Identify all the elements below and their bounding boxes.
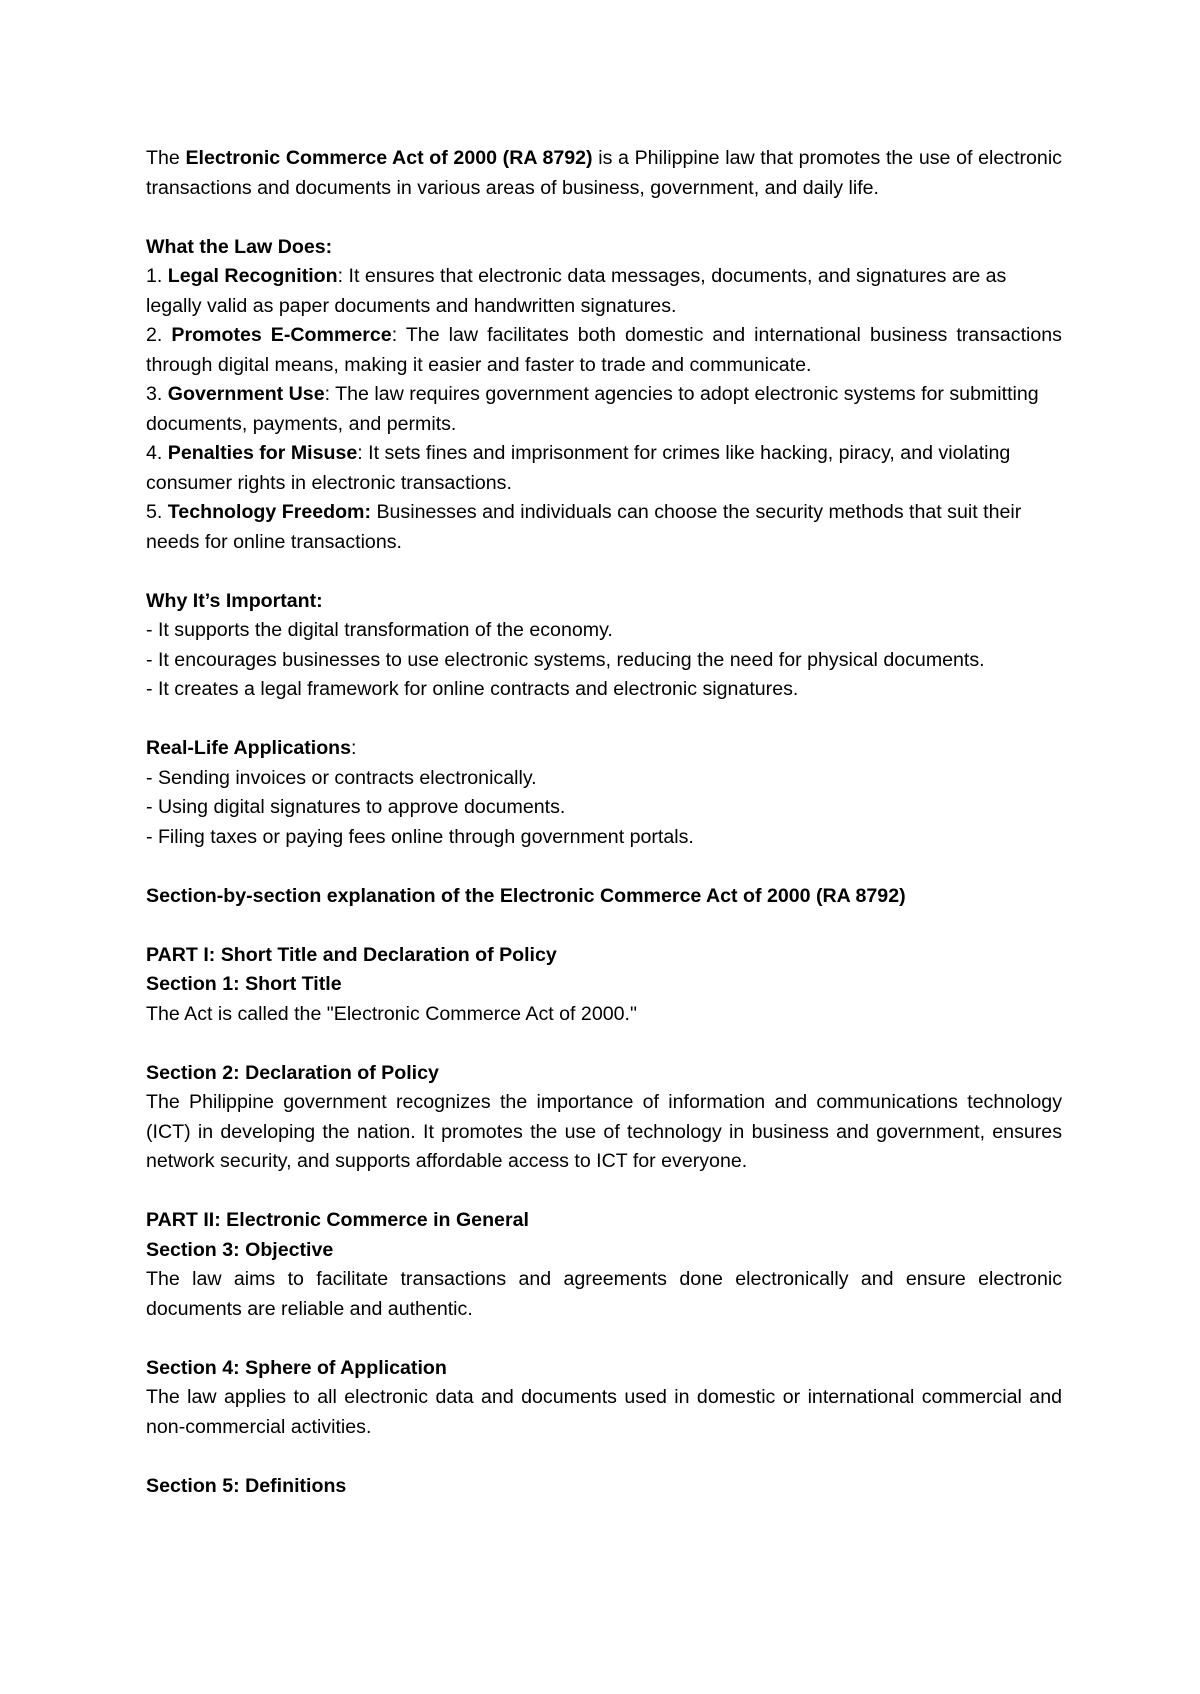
law-item: 5. Technology Freedom: Businesses and individuals can choose the security methods that suit their needs for online transactions. [146, 501, 1022, 553]
section-explanation-title: Section-by-section explanation of the Electronic Commerce Act of 2000 (RA 8792) [146, 884, 906, 907]
section-2-heading: Section 2: Declaration of Policy [146, 1061, 439, 1084]
part-1-heading: PART I: Short Title and Declaration of Policy [146, 943, 557, 966]
list-item: - Filing taxes or paying fees online through government portals. [146, 825, 694, 848]
act-name: Electronic Commerce Act of 2000 (RA 8792) [185, 147, 593, 169]
section-1-text: The Act is called the "Electronic Commerce Act of 2000." [146, 1002, 637, 1025]
section-4-heading: Section 4: Sphere of Application [146, 1356, 447, 1379]
section-2-text: The Philippine government recognizes the importance of information and communications technology (ICT) in developing the nation. It promotes the use of technology in business and government, ensures network security, and supports affordable access to ICT for everyone. [146, 1091, 1062, 1172]
intro-paragraph: The Electronic Commerce Act of 2000 (RA 8792) is a Philippine law that promotes the use of electronic transactions and documents in various areas of business, government, and daily life. [146, 147, 1062, 199]
section-5-heading: Section 5: Definitions [146, 1474, 347, 1497]
why-important-heading: Why It’s Important: [146, 589, 323, 612]
law-item: 4. Penalties for Misuse: It sets fines and imprisonment for crimes like hacking, piracy, and violating consumer rights in electronic transactions. [146, 442, 1011, 494]
list-item: - Using digital signatures to approve documents. [146, 796, 566, 818]
section-1-heading: Section 1: Short Title [146, 973, 342, 995]
section-4-text: The law applies to all electronic data and documents used in domestic or international commercial and non-commercial activities. [146, 1386, 1062, 1438]
list-item: - It encourages businesses to use electronic systems, reducing the need for physical documents. [146, 648, 985, 671]
list-item: - Sending invoices or contracts electronically. [146, 766, 537, 789]
law-item: 2. Promotes E-Commerce: The law facilitates both domestic and international business transactions through digital means, making it easier and faster to trade and communicate. [146, 324, 1062, 376]
document-page [146, 144, 1062, 1501]
section-3-text: The law aims to facilitate transactions and agreements done electronically and ensure electronic documents are reliable and authentic. [146, 1268, 1062, 1320]
what-law-does-heading: What the Law Does: [146, 235, 333, 258]
part-2-heading: PART II: Electronic Commerce in General [146, 1209, 529, 1231]
law-item: 1. Legal Recognition: It ensures that electronic data messages, documents, and signatures are as legally valid as paper documents and handwritten signatures. [146, 265, 1007, 317]
list-item: - It creates a legal framework for online contracts and electronic signatures. [146, 678, 799, 700]
law-item: 3. Government Use: The law requires government agencies to adopt electronic systems for submitting documents, payments, and permits. [146, 383, 1039, 435]
list-item: - It supports the digital transformation of the economy. [146, 619, 613, 641]
real-life-heading: Real-Life Applications: [146, 737, 357, 759]
section-3-heading: Section 3: Objective [146, 1238, 334, 1261]
